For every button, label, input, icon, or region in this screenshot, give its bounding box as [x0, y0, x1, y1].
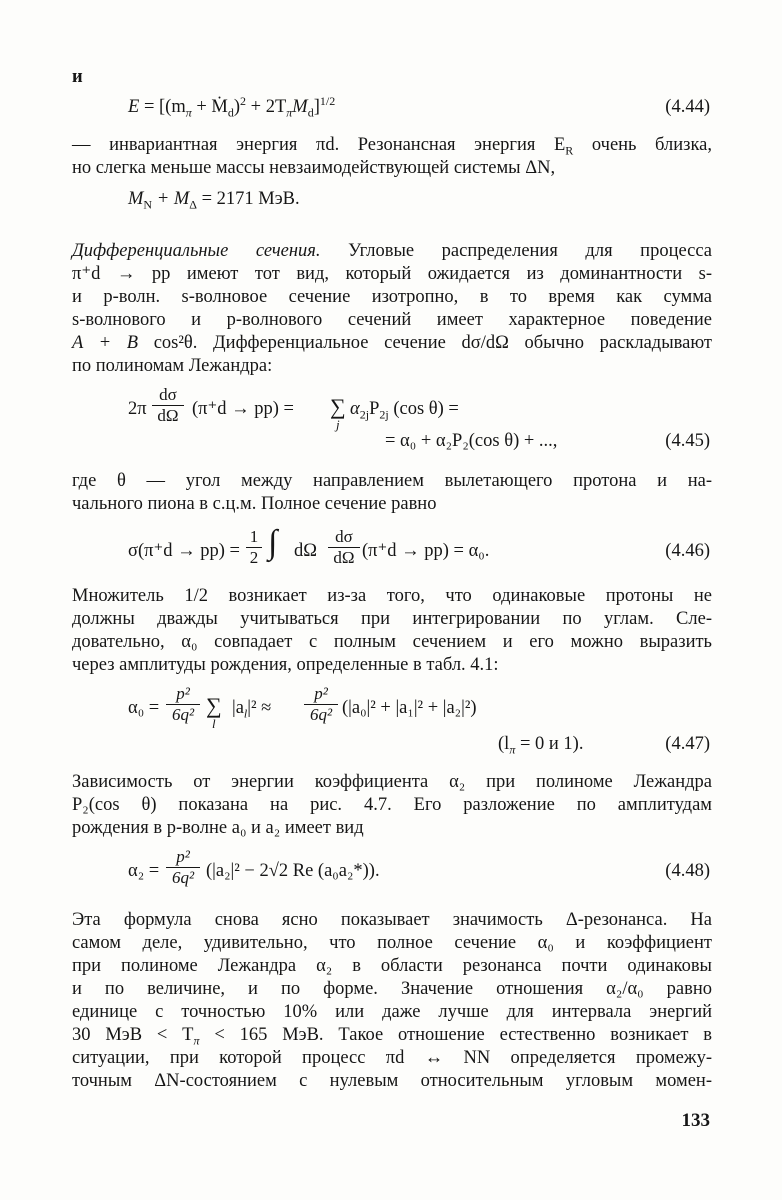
equation-4-47-mid: $|a_l|^2$ ≈ [232, 698, 272, 721]
section-heading: Дифференциальные сечения. [72, 241, 321, 261]
fraction-p2-6q2: $\frac{\text{p²}}{\text{6q²}}$ [166, 847, 200, 888]
fraction-dsigma-domega: $\frac{d\sigma}{d\Omega}$ [152, 385, 184, 426]
page-number: 133 [681, 1110, 710, 1131]
paragraph-line: Зависимость от энергии коэффициента α₂ при полиноме Лежандра [72, 772, 712, 792]
integral-symbol: ∫ [268, 524, 278, 561]
equation-number-4-47: (4.47) [665, 734, 710, 754]
paragraph-line: чального пиона в с.ц.м. Полное сечение равно [72, 494, 437, 514]
d-omega: dΩ [294, 541, 317, 561]
paragraph-line: самом деле, удивительно, что полное сечение α₀ и коэффициент [72, 933, 712, 953]
paragraph-line: A + B cos²θ. Дифференциальное сечение dσ/dΩ обычно раскладывают [72, 333, 712, 353]
conjunction-and: и [72, 67, 83, 87]
paragraph-line: при полиноме Лежандра α₂ в области резонанса почти одинаковы [72, 956, 712, 976]
paragraph-line: но слегка меньше массы невзаимодействующей системы ΔN, [72, 158, 556, 178]
paragraph-line: Множитель 1/2 возникает из-за того, что одинаковые протоны не [72, 586, 712, 606]
equation-number-4-48: (4.48) [665, 861, 710, 881]
equation-4-45-mid: (π⁺d → pp) = [192, 399, 294, 419]
paragraph-line: s-волнового и p-волнового сечений имеет характерное поведение [72, 310, 712, 330]
paragraph-line: π⁺d → pp имеют тот вид, который ожидается из доминантности s- [72, 264, 712, 284]
paragraph-line: точным ΔN-состоянием с нулевым относительным угловым момен- [72, 1071, 712, 1091]
paragraph-line: рождения в p-волне a₀ и a₂ имеет вид [72, 818, 364, 838]
equation-4-45-line2: = α₀ + α₂P₂(cos θ) + ..., [385, 431, 558, 451]
paragraph-line: должны дважды учитываться при интегрировании по углам. Сле- [72, 609, 712, 629]
paragraph-line: довательно, α₀ совпадает с полным сечением и его можно выразить [72, 632, 712, 652]
equation-number-4-44: (4.44) [665, 97, 710, 117]
fraction-dsigma-domega: $\frac{d\sigma}{d\Omega}$ [328, 527, 360, 568]
paragraph-line: через амплитуды рождения, определенные в табл. 4.1: [72, 655, 499, 675]
equation-4-44: $E = [(m_\pi$ + Ṁ$_d$)$^2$ + $2T_\pi M_d]^{1/2}$ [128, 93, 336, 120]
sum-index: l [212, 716, 216, 731]
fraction-p2-6q2: $\frac{\text{p²}}{\text{6q²}}$ [166, 684, 200, 725]
equation-4-47-condition: ($l_\pi = 0$ и 1). [498, 734, 584, 757]
paragraph-line: единице с точностью 10% или даже лучше для интервала энергий [72, 1002, 712, 1022]
paragraph-line: и p-волн. s-волновое сечение изотропно, в то время как сумма [72, 287, 712, 307]
equation-4-45-prefix: 2π [128, 399, 147, 419]
equation-4-47-lhs: α₀ = [128, 698, 160, 718]
equation-4-48-tail: (|a₂|² − 2√2 Re (a₀a₂*)). [206, 861, 380, 881]
equation-4-46-lhs: σ(π⁺d → pp) = [128, 541, 240, 561]
paragraph-line: где θ — угол между направлением вылетающего протона и на- [72, 471, 712, 491]
equation-4-48-lhs: α₂ = [128, 861, 160, 881]
paragraph-line: Дифференциальные сечения. Угловые распределения для процесса [72, 241, 712, 261]
paragraph-line: Эта формула снова ясно показывает значимость Δ-резонанса. На [72, 910, 712, 930]
fraction-p2-6q2: $\frac{\text{p²}}{\text{6q²}}$ [304, 684, 338, 725]
paragraph-line: 30 МэВ < $T_\pi < 165$ МэВ. Такое отношение естественно возникает в [72, 1025, 712, 1048]
mass-equation: $M_N + M_\Delta = 2171$ МэВ. [128, 189, 300, 212]
paragraph-line: P₂(cos θ) показана на рис. 4.7. Его разложение по амплитудам [72, 795, 712, 815]
sum-index: j [336, 417, 340, 432]
equation-number-4-46: (4.46) [665, 541, 710, 561]
paragraph-line: ситуации, при которой процесс πd ↔ NN определяется промежу- [72, 1048, 712, 1068]
sum-symbol: ∑ [330, 394, 346, 419]
paragraph-line: и по величине, и по форме. Значение отношения α₂/α₀ равно [72, 979, 712, 999]
equation-number-4-45: (4.45) [665, 431, 710, 451]
equation-4-46-tail: (π⁺d → pp) = α₀. [362, 541, 490, 561]
equation-4-47-tail: (|a₀|² + |a₁|² + |a₂|²) [342, 698, 477, 718]
paragraph-line: по полиномам Лежандра: [72, 356, 273, 376]
equation-4-45-tail: $\alpha_{2j}P_{2j}$ (cos θ) = [350, 399, 459, 422]
sum-symbol: ∑ [206, 693, 222, 718]
fraction-one-half: $\frac{1}{2}$ [246, 527, 262, 568]
paragraph-line: — инвариантная энергия πd. Резонансная энергия $E_R$ очень близка, [72, 135, 712, 158]
